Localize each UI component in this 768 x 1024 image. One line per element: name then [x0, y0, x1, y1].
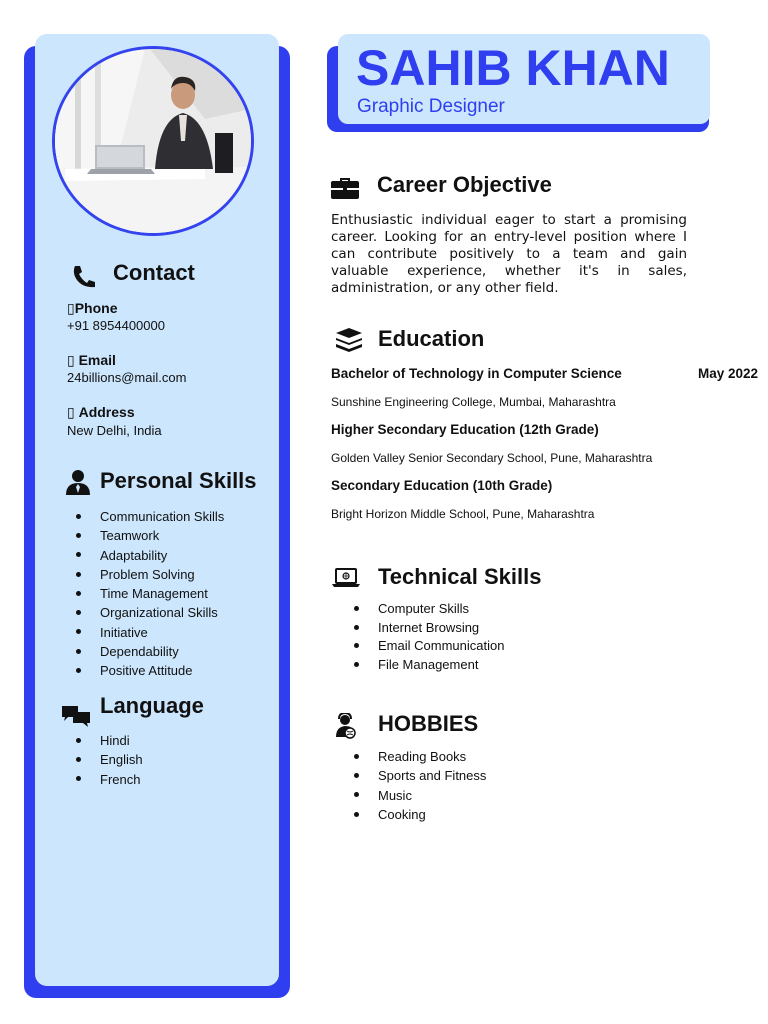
list-item: English [76, 750, 266, 769]
chat-icon [61, 705, 91, 732]
address-value: New Delhi, India [67, 423, 162, 438]
profile-photo-illustration [55, 49, 251, 233]
list-item: Teamwork [76, 526, 266, 545]
education-school: Sunshine Engineering College, Mumbai, Maharashtra [331, 395, 616, 409]
list-item: Dependability [76, 642, 266, 661]
personal-skills-title: Personal Skills [100, 468, 257, 493]
education-title: Education [378, 326, 485, 351]
laptop-icon [332, 568, 360, 593]
personal-skills-list [76, 507, 266, 681]
education-date: May 2022 [698, 366, 759, 381]
contact-title: Contact [113, 260, 195, 285]
list-item: French [76, 770, 266, 789]
list-item: Cooking [354, 805, 654, 824]
list-item: Positive Attitude [76, 661, 266, 680]
language-list [76, 731, 266, 789]
list-item: Organizational Skills [76, 603, 266, 622]
job-title: Graphic Designer [357, 96, 505, 117]
hobbies-icon [333, 713, 359, 744]
list-item: Computer Skills [354, 600, 654, 619]
profile-photo [52, 46, 254, 236]
hobbies-title: HOBBIES [378, 711, 479, 736]
education-degree: Bachelor of Technology in Computer Science [331, 366, 622, 381]
list-item: Communication Skills [76, 507, 266, 526]
phone-value: +91 8954400000 [67, 318, 165, 333]
list-item: File Management [354, 656, 654, 675]
list-item: Time Management [76, 584, 266, 603]
address-label: ▯ Address [67, 404, 135, 420]
list-item: Hindi [76, 731, 266, 750]
list-item: Reading Books [354, 747, 654, 766]
career-objective-text: Enthusiastic individual eager to start a promising career. Looking for an entry-level position where I can contribute positively to a team and gain valuable experience, whether it's in sales, administration, or any other field. [331, 212, 687, 296]
phone-icon [71, 264, 97, 293]
list-item: Adaptability [76, 546, 266, 565]
technical-skills-title: Technical Skills [378, 564, 542, 589]
email-value: 24billions@mail.com [67, 370, 187, 385]
career-objective-title: Career Objective [377, 172, 552, 197]
list-item: Music [354, 786, 654, 805]
briefcase-icon [331, 177, 359, 204]
list-item: Sports and Fitness [354, 766, 654, 785]
list-item: Email Communication [354, 637, 654, 656]
education-school: Bright Horizon Middle School, Pune, Maharashtra [331, 507, 595, 521]
list-item: Problem Solving [76, 565, 266, 584]
person-name: SAHIB KHAN [356, 40, 670, 96]
email-label: ▯ Email [67, 352, 116, 368]
user-icon [65, 469, 91, 500]
language-title: Language [100, 693, 204, 718]
technical-skills-list [354, 600, 654, 674]
list-item: Initiative [76, 623, 266, 642]
education-school: Golden Valley Senior Secondary School, Pune, Maharashtra [331, 451, 653, 465]
hobbies-list [354, 747, 654, 824]
books-icon [334, 327, 364, 358]
education-degree: Secondary Education (10th Grade) [331, 478, 553, 493]
education-degree: Higher Secondary Education (12th Grade) [331, 422, 599, 437]
phone-label: ▯Phone [67, 300, 118, 316]
list-item: Internet Browsing [354, 619, 654, 638]
